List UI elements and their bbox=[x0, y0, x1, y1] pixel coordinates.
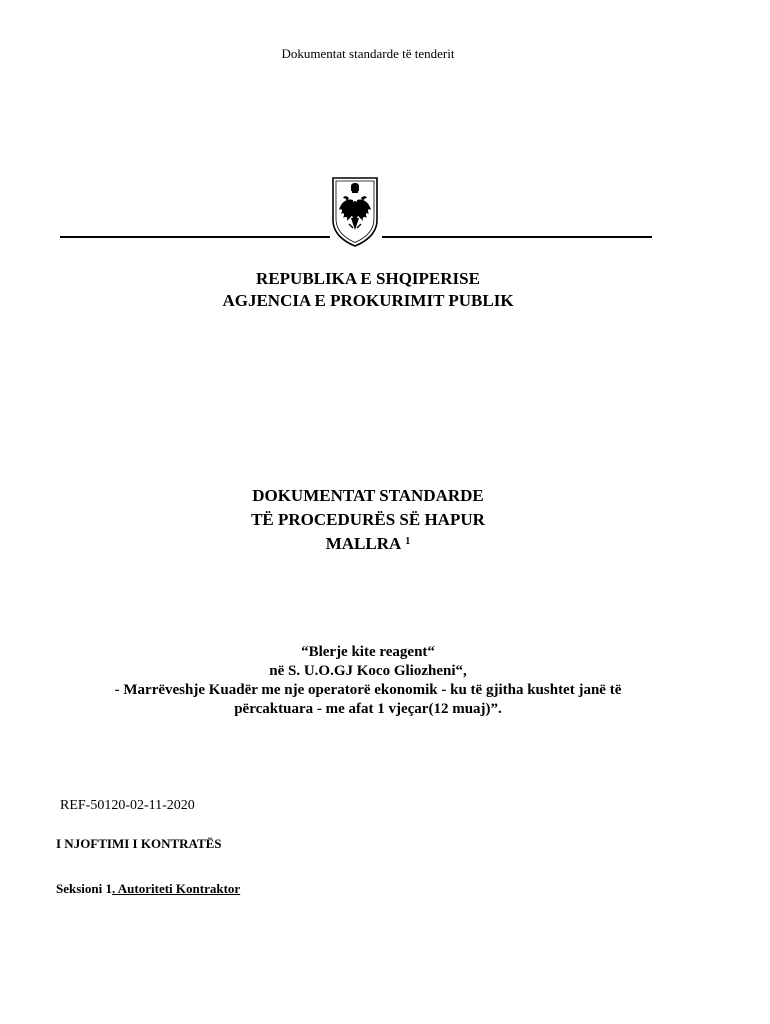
document-title bbox=[0, 484, 736, 556]
organization-block bbox=[0, 268, 736, 312]
title-line-1: DOKUMENTAT STANDARDE bbox=[252, 486, 484, 505]
divider-left bbox=[60, 236, 330, 238]
title-goods: MALLRA bbox=[325, 534, 402, 553]
divider-right bbox=[382, 236, 652, 238]
subject-line-3: - Marrëveshje Kuadër me nje operatorë ekonomik - ku të gjitha kushtet janë të bbox=[114, 682, 622, 698]
emblem-row bbox=[60, 176, 652, 248]
section-title-link[interactable]: . Autoriteti Kontraktor bbox=[112, 881, 241, 896]
country-name: REPUBLIKA E SHQIPERISE bbox=[256, 269, 480, 288]
section-heading bbox=[56, 881, 240, 897]
agency-name: AGJENCIA E PROKURIMIT PUBLIK bbox=[222, 291, 514, 310]
subject-line-1: “Blerje kite reagent“ bbox=[301, 644, 435, 660]
title-line-2: TË PROCEDURËS SË HAPUR bbox=[251, 510, 485, 529]
running-header: Dokumentat standarde të tenderit bbox=[281, 46, 455, 61]
section-label: Seksioni 1 bbox=[56, 881, 112, 896]
subject-line-4: përcaktuara - me afat 1 vjeçar(12 muaj)”. bbox=[234, 701, 502, 717]
subject-line-2: në S. U.O.GJ Koco Gliozheni“, bbox=[269, 663, 467, 679]
coat-of-arms-icon bbox=[331, 176, 379, 248]
notice-heading: I NJOFTIMI I KONTRATËS bbox=[56, 836, 222, 851]
footnote-mark[interactable]: 1 bbox=[405, 536, 411, 547]
reference-number: REF-50120-02-11-2020 bbox=[60, 798, 195, 813]
tender-subject bbox=[40, 643, 696, 719]
title-line-3 bbox=[0, 532, 736, 556]
